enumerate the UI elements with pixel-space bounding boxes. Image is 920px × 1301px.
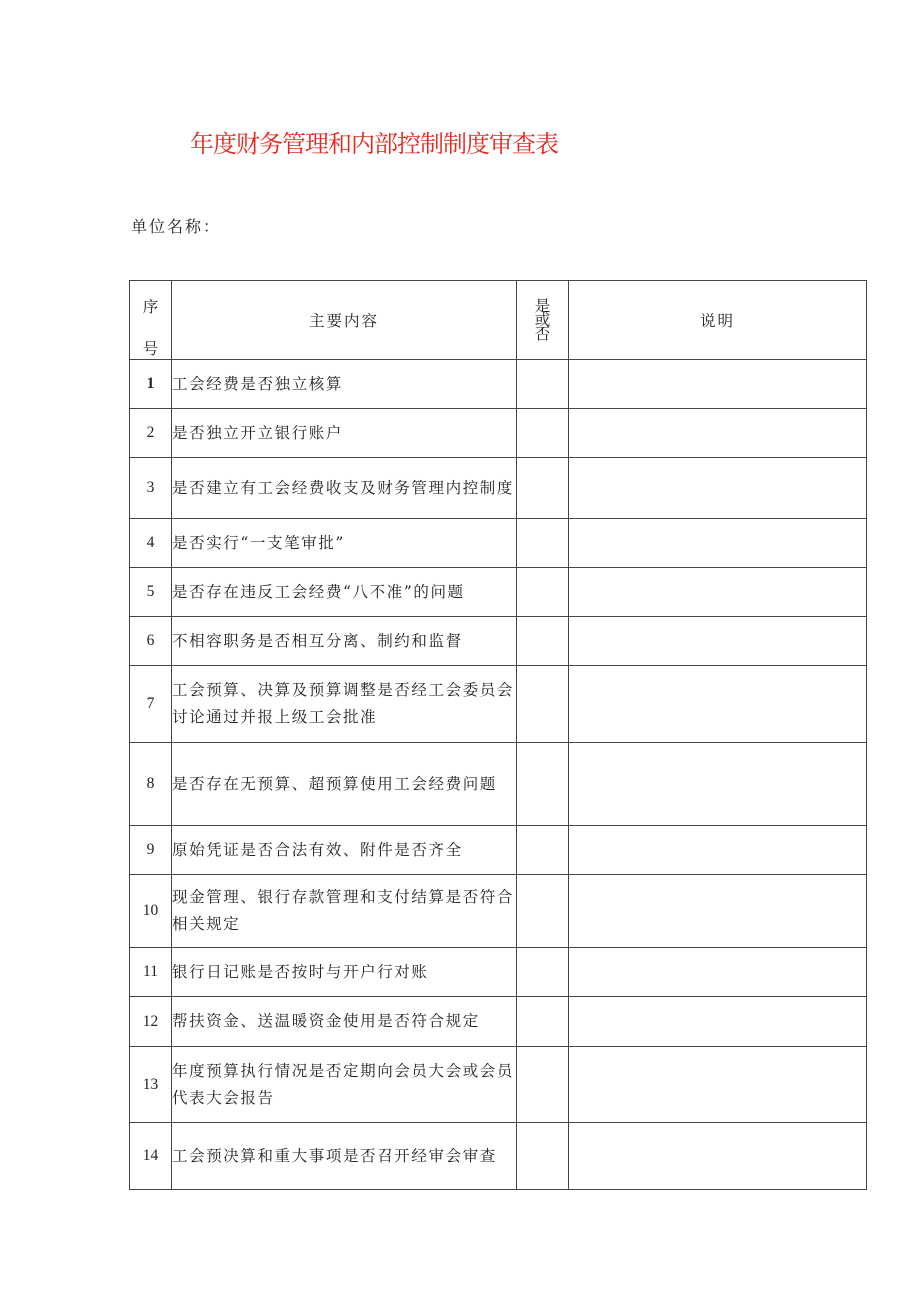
row-content: 是否存在违反工会经费“八不准”的问题 bbox=[172, 568, 517, 617]
header-seq-top: 序 bbox=[142, 298, 159, 316]
row-seq: 8 bbox=[130, 743, 172, 826]
table-row bbox=[130, 519, 867, 568]
row-note-cell[interactable] bbox=[569, 568, 867, 617]
row-content: 原始凭证是否合法有效、附件是否齐全 bbox=[172, 826, 517, 875]
row-note-cell[interactable] bbox=[569, 826, 867, 875]
header-yes-no-line1: 是 bbox=[534, 297, 551, 315]
row-note-cell[interactable] bbox=[569, 1123, 867, 1190]
row-answer-cell[interactable] bbox=[517, 409, 569, 458]
row-seq: 6 bbox=[130, 617, 172, 666]
row-seq: 10 bbox=[130, 875, 172, 948]
audit-table bbox=[129, 280, 867, 1190]
row-content: 是否建立有工会经费收支及财务管理内控制度 bbox=[172, 458, 517, 519]
table-row bbox=[130, 360, 867, 409]
row-seq: 7 bbox=[130, 666, 172, 743]
row-answer-cell[interactable] bbox=[517, 1123, 569, 1190]
header-content: 主要内容 bbox=[172, 281, 517, 360]
row-answer-cell[interactable] bbox=[517, 826, 569, 875]
header-yes-no-line3: 否 bbox=[534, 325, 551, 343]
table-row bbox=[130, 743, 867, 826]
header-yes-no-line2: 或 bbox=[534, 311, 551, 329]
row-answer-cell[interactable] bbox=[517, 568, 569, 617]
document-title: 年度财务管理和内部控制制度审查表 bbox=[190, 130, 558, 158]
row-note-cell[interactable] bbox=[569, 997, 867, 1047]
table-row bbox=[130, 997, 867, 1047]
row-content: 工会预决算和重大事项是否召开经审会审查 bbox=[172, 1123, 517, 1190]
row-content: 银行日记账是否按时与开户行对账 bbox=[172, 948, 517, 997]
row-answer-cell[interactable] bbox=[517, 875, 569, 948]
unit-name-label: 单位名称： bbox=[131, 217, 222, 236]
table-row bbox=[130, 875, 867, 948]
table-row bbox=[130, 568, 867, 617]
row-note-cell[interactable] bbox=[569, 617, 867, 666]
row-seq: 2 bbox=[130, 409, 172, 458]
row-seq: 3 bbox=[130, 458, 172, 519]
row-answer-cell[interactable] bbox=[517, 948, 569, 997]
row-seq: 9 bbox=[130, 826, 172, 875]
row-note-cell[interactable] bbox=[569, 519, 867, 568]
row-note-cell[interactable] bbox=[569, 360, 867, 409]
row-note-cell[interactable] bbox=[569, 743, 867, 826]
row-answer-cell[interactable] bbox=[517, 997, 569, 1047]
header-seq-bottom: 号 bbox=[142, 340, 159, 358]
table-row bbox=[130, 948, 867, 997]
header-note: 说明 bbox=[569, 281, 867, 360]
row-note-cell[interactable] bbox=[569, 458, 867, 519]
row-content: 现金管理、银行存款管理和支付结算是否符合相关规定 bbox=[172, 875, 517, 948]
row-seq: 14 bbox=[130, 1123, 172, 1190]
row-note-cell[interactable] bbox=[569, 948, 867, 997]
table-row bbox=[130, 826, 867, 875]
row-answer-cell[interactable] bbox=[517, 1047, 569, 1123]
row-note-cell[interactable] bbox=[569, 666, 867, 743]
row-answer-cell[interactable] bbox=[517, 743, 569, 826]
row-content: 工会预算、决算及预算调整是否经工会委员会讨论通过并报上级工会批准 bbox=[172, 666, 517, 743]
row-content: 不相容职务是否相互分离、制约和监督 bbox=[172, 617, 517, 666]
header-seq bbox=[130, 281, 172, 360]
table-row bbox=[130, 666, 867, 743]
row-content: 是否实行“一支笔审批” bbox=[172, 519, 517, 568]
row-seq: 5 bbox=[130, 568, 172, 617]
row-note-cell[interactable] bbox=[569, 875, 867, 948]
header-row bbox=[130, 281, 867, 360]
row-seq: 13 bbox=[130, 1047, 172, 1123]
row-answer-cell[interactable] bbox=[517, 666, 569, 743]
row-answer-cell[interactable] bbox=[517, 458, 569, 519]
row-content: 帮扶资金、送温暖资金使用是否符合规定 bbox=[172, 997, 517, 1047]
row-seq: 4 bbox=[130, 519, 172, 568]
row-content: 是否存在无预算、超预算使用工会经费问题 bbox=[172, 743, 517, 826]
header-yes-no bbox=[517, 281, 569, 360]
row-seq: 1 bbox=[130, 360, 172, 409]
table-row bbox=[130, 458, 867, 519]
row-seq: 12 bbox=[130, 997, 172, 1047]
row-seq: 11 bbox=[130, 948, 172, 997]
table-row bbox=[130, 409, 867, 458]
table-row bbox=[130, 1047, 867, 1123]
row-content: 工会经费是否独立核算 bbox=[172, 360, 517, 409]
row-answer-cell[interactable] bbox=[517, 360, 569, 409]
row-answer-cell[interactable] bbox=[517, 519, 569, 568]
table-row bbox=[130, 617, 867, 666]
table-row bbox=[130, 1123, 867, 1190]
row-note-cell[interactable] bbox=[569, 409, 867, 458]
row-answer-cell[interactable] bbox=[517, 617, 569, 666]
row-content: 是否独立开立银行账户 bbox=[172, 409, 517, 458]
row-note-cell[interactable] bbox=[569, 1047, 867, 1123]
row-content: 年度预算执行情况是否定期向会员大会或会员代表大会报告 bbox=[172, 1047, 517, 1123]
